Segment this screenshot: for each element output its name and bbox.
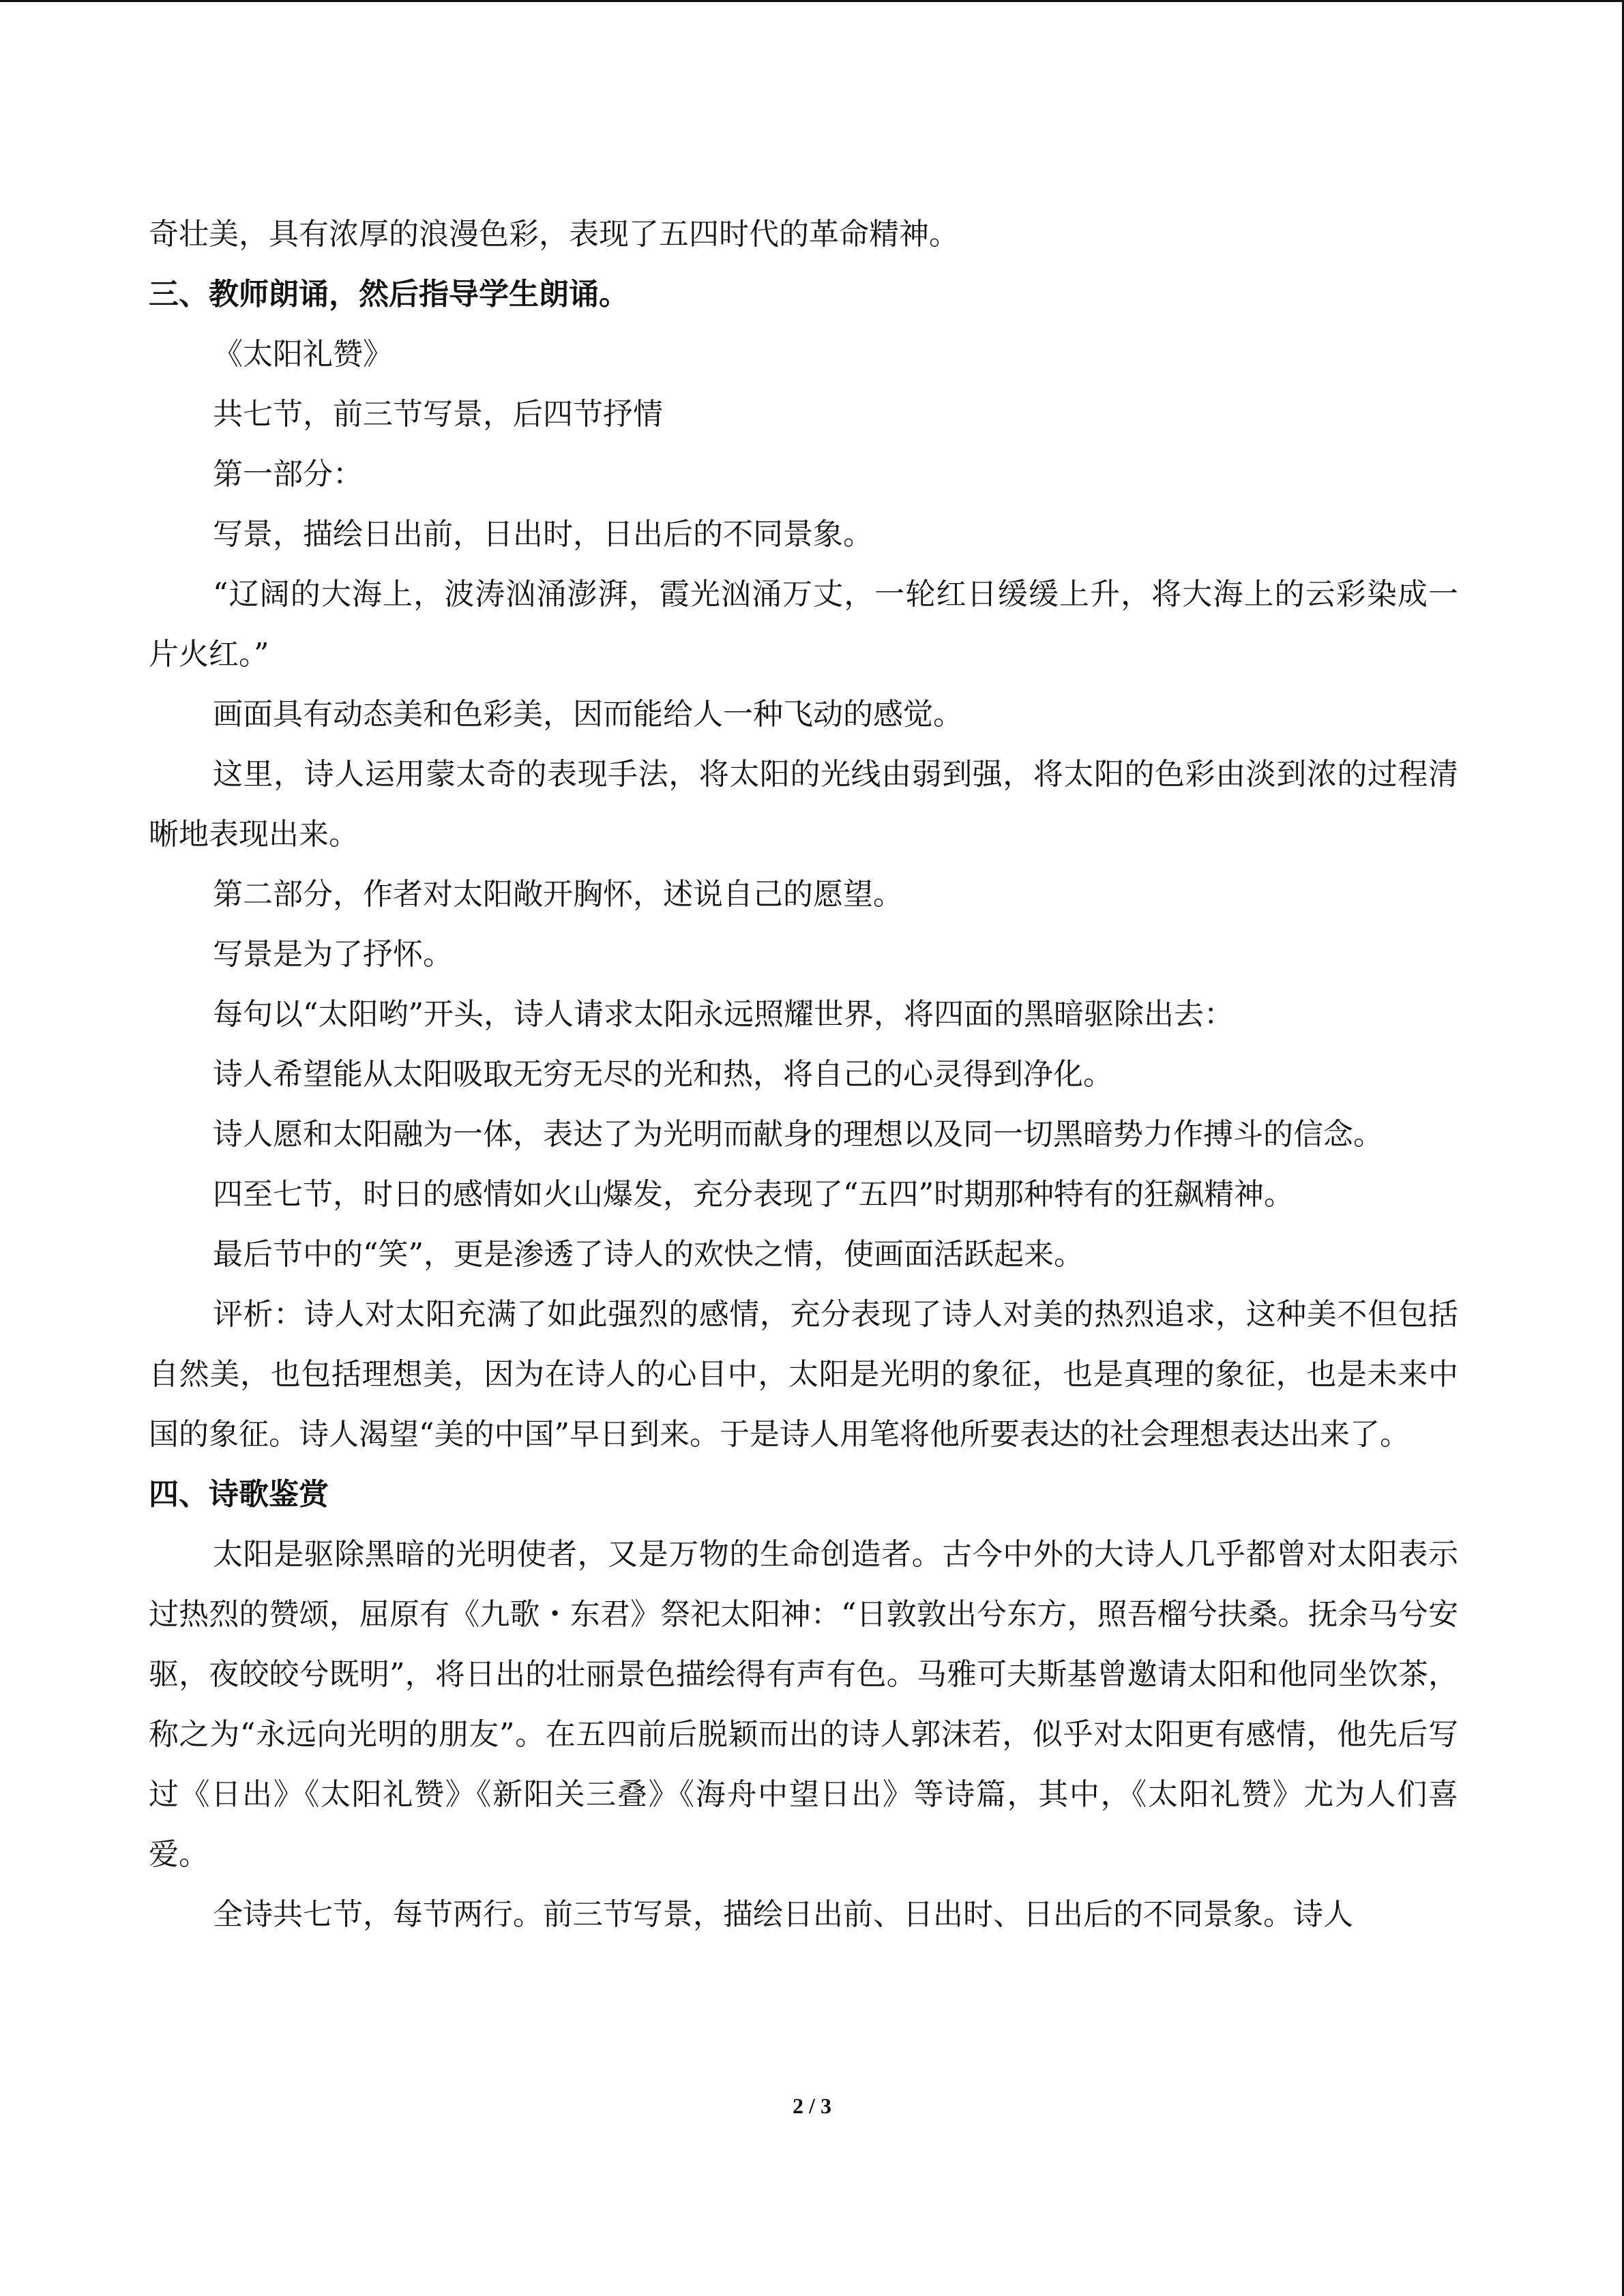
section-heading: 四、诗歌鉴赏 [149, 1477, 329, 1512]
paragraph: 诗人愿和太阳融为一体，表达了为光明而献身的理想以及同一切黑暗势力作搏斗的信念。 [213, 1117, 1383, 1152]
top-border-line [0, 0, 1624, 2]
paragraph: 第二部分，作者对太阳敞开胸怀，述说自己的愿望。 [213, 877, 903, 912]
paragraph: 写景是为了抒怀。 [213, 937, 453, 972]
paragraph: 第一部分： [213, 457, 363, 492]
paragraph: 全诗共七节，每节两行。前三节写景，描绘日出前、日出时、日出后的不同景象。诗人 [213, 1897, 1353, 1932]
paragraph: 这里，诗人运用蒙太奇的表现手法，将太阳的光线由弱到强，将太阳的色彩由淡到浓的过程清晰地表现出来。 [149, 757, 1458, 852]
section-heading: 三、教师朗诵，然后指导学生朗诵。 [149, 277, 629, 312]
document-body [149, 205, 1458, 1945]
paragraph: 评析：诗人对太阳充满了如此强烈的感情，充分表现了诗人对美的热烈追求，这种美不但包括自然美，也包括理想美，因为在诗人的心目中，太阳是光明的象征，也是真理的象征，也是未来中国的象征。诗人渴望“美的中国”早日到来。于是诗人用笔将他所要表达的社会理想表达出来了。 [149, 1297, 1458, 1452]
paragraph: 最后节中的“笑”，更是渗透了诗人的欢快之情，使画面活跃起来。 [213, 1237, 1084, 1272]
paragraph: 共七节，前三节写景，后四节抒情 [213, 397, 663, 432]
paragraph: 奇壮美，具有浓厚的浪漫色彩，表现了五四时代的革命精神。 [149, 217, 959, 252]
page-number: 2 / 3 [793, 2093, 831, 2118]
paragraph: 四至七节，时日的感情如火山爆发，充分表现了“五四”时期那种特有的狂飙精神。 [213, 1177, 1294, 1212]
poem-title: 《太阳礼赞》 [213, 337, 393, 372]
paragraph: “辽阔的大海上，波涛汹涌澎湃，霞光汹涌万丈，一轮红日缓缓上升，将大海上的云彩染成一片火红。” [149, 577, 1458, 672]
paragraph: 写景，描绘日出前，日出时，日出后的不同景象。 [213, 517, 873, 552]
paragraph: 每句以“太阳哟”开头，诗人请求太阳永远照耀世界，将四面的黑暗驱除出去： [213, 997, 1234, 1032]
paragraph: 太阳是驱除黑暗的光明使者，又是万物的生命创造者。古今中外的大诗人几乎都曾对太阳表示过热烈的赞颂，屈原有《九歌・东君》祭祀太阳神：“日敦敦出兮东方，照吾榴兮扶桑。抚余马兮安驱，夜皎皎兮既明”，将日出的壮丽景色描绘得有声有色。马雅可夫斯基曾邀请太阳和他同坐饮茶，称之为“永远向光明的朋友”。在五四前后脱颖而出的诗人郭沫若，似乎对太阳更有感情，他先后写过《日出》《太阳礼赞》《新阳关三叠》《海舟中望日出》等诗篇，其中，《太阳礼赞》尤为人们喜爱。 [149, 1537, 1458, 1872]
paragraph: 画面具有动态美和色彩美，因而能给人一种飞动的感觉。 [213, 697, 963, 732]
paragraph: 诗人希望能从太阳吸取无穷无尽的光和热，将自己的心灵得到净化。 [213, 1057, 1113, 1092]
